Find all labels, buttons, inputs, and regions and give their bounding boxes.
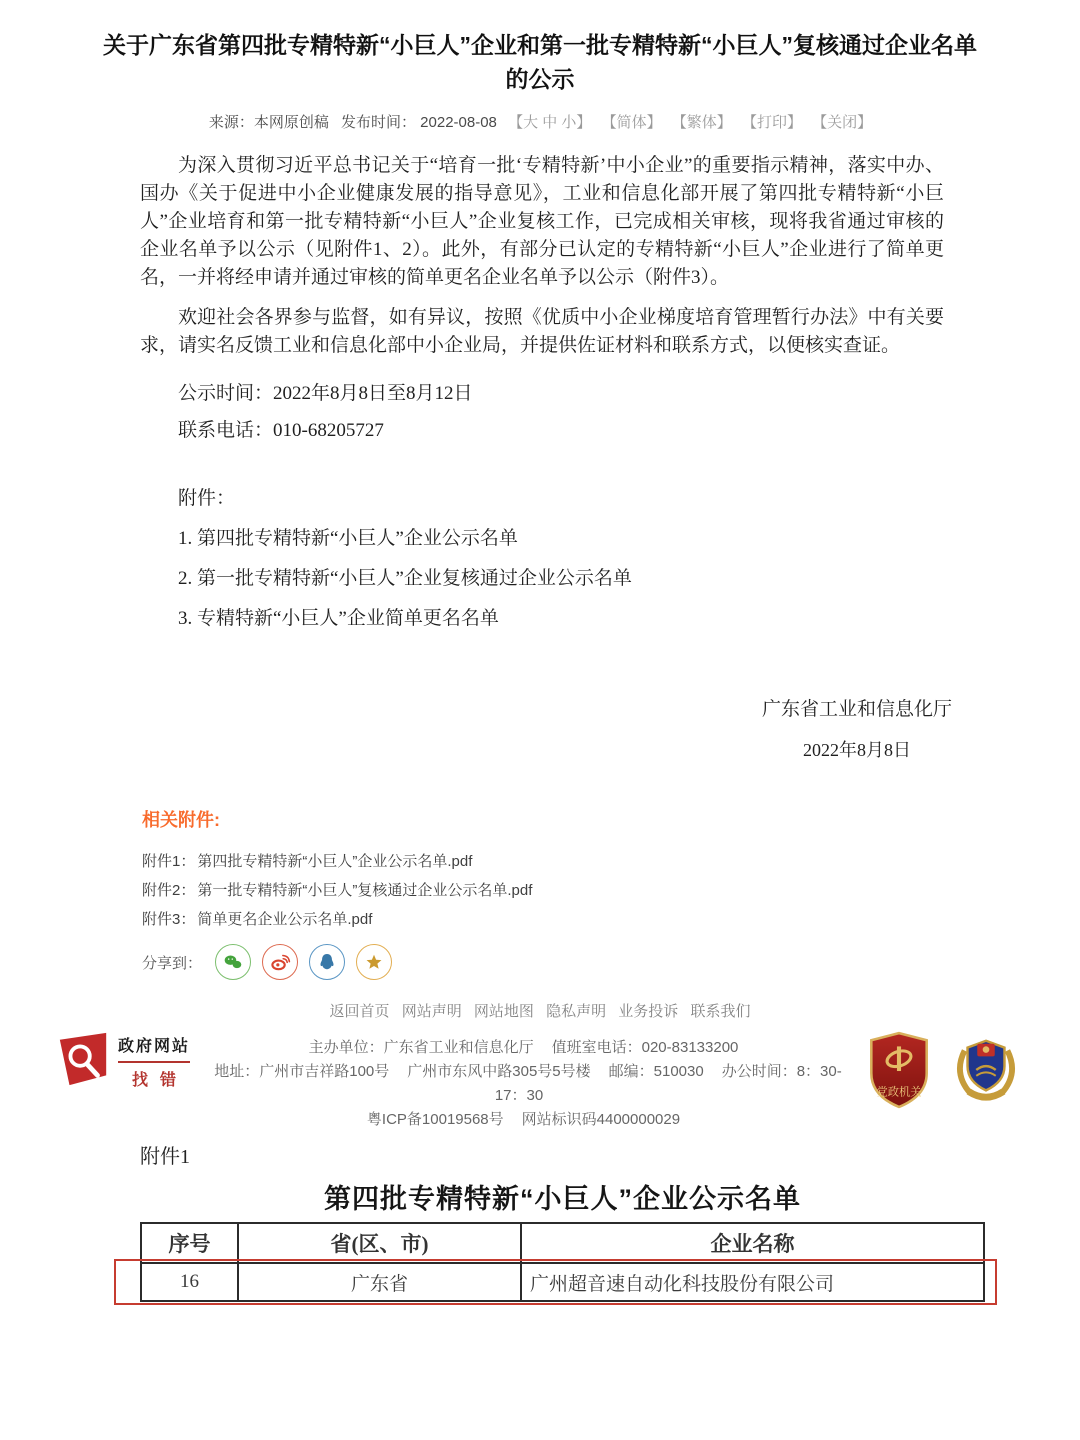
star-icon (361, 949, 387, 975)
page-title: 关于广东省第四批专精特新“小巨人”企业和第一批专精特新“小巨人”复核通过企业名单的公示 (103, 32, 977, 92)
address: 地址：广州市吉祥路100号 (214, 1063, 390, 1080)
error-logo-line1: 政府网站 (118, 1033, 190, 1063)
contact-phone: 联系电话：010-68205727 (178, 420, 384, 441)
host-unit: 主办单位：广东省工业和信息化厅 (308, 1039, 534, 1056)
col-header-company: 企业名称 (521, 1223, 984, 1263)
related-attachments (142, 806, 532, 980)
weibo-share-icon[interactable] (262, 944, 298, 980)
wechat-icon (220, 949, 246, 975)
icp-number: 粤ICP备10019568号 (366, 1111, 504, 1128)
police-badge (950, 1030, 1022, 1115)
signer-name: 广东省工业和信息化厅 (761, 699, 952, 720)
sign-date: 2022年8月8日 (802, 740, 911, 760)
meta-bar (0, 111, 1080, 132)
attachment-item-1: 1. 第四批专精特新“小巨人”企业公示名单 (178, 528, 518, 549)
postcode: 邮编：510030 (608, 1063, 704, 1080)
nav-home[interactable]: 返回首页 (329, 1003, 390, 1020)
wechat-share-icon[interactable] (215, 944, 251, 980)
police-badge-icon (950, 1030, 1022, 1108)
annex-label: 附件1 (140, 1146, 190, 1168)
traditional-button[interactable]: 【繁体】 (671, 114, 732, 131)
nav-privacy[interactable]: 隐私声明 (546, 1003, 607, 1020)
col-header-province: 省(区、市) (238, 1223, 521, 1263)
related-file-2[interactable] (142, 876, 532, 905)
notice-time: 公示时间：2022年8月8日至8月12日 (178, 383, 473, 404)
cell-company: 广州超音速自动化科技股份有限公司 (521, 1263, 984, 1301)
share-label: 分享到： (142, 954, 203, 972)
address2: 广州市东风中路305号5号楼 (407, 1063, 591, 1080)
nav-complaint[interactable]: 业务投诉 (618, 1003, 679, 1020)
source-label: 来源：本网原创稿 (208, 114, 329, 131)
footer-info (205, 1028, 842, 1132)
company-table (140, 1222, 985, 1302)
file-link[interactable]: 第四批专精特新“小巨人”企业公示名单.pdf (197, 853, 473, 870)
col-header-no: 序号 (141, 1223, 238, 1263)
nav-sitemap[interactable]: 网站地图 (473, 1003, 534, 1020)
footer-badges (842, 1028, 1022, 1115)
publish-date: 发布时间： 2022-08-08 (341, 114, 497, 131)
error-logo-text (118, 1029, 190, 1090)
table-row (141, 1263, 984, 1301)
file-label: 附件2： (142, 882, 196, 899)
footer-nav (0, 1000, 1080, 1021)
weibo-icon (267, 949, 293, 975)
magnifier-icon (55, 1028, 111, 1090)
cell-province: 广东省 (238, 1263, 521, 1301)
office-hours: 办公时间：8：30-17：30 (494, 1063, 842, 1104)
attachment-item-3: 3. 专精特新“小巨人”企业简单更名名单 (178, 608, 499, 629)
article-header (0, 28, 1080, 132)
attachment-item-2: 2. 第一批专精特新“小巨人”企业复核通过企业公示名单 (178, 568, 632, 589)
simplified-button[interactable]: 【简体】 (601, 114, 662, 131)
site-id-code: 网站标识码4400000029 (521, 1111, 681, 1128)
share-bar (142, 944, 532, 980)
paragraph-1: 为深入贯彻习近平总书记关于“培育一批‘专精特新’中小企业”的重要指示精神，落实中办、国办《关于促进中小企业健康发展的指导意见》，工业和信息化部开展了第四批专精特新“小巨人”企业培育和第一批专精特新“小巨人”企业复核工作，已完成相关审核，现将我省通过审核的企业名单予以公示（见附件1、2）。此外，有部分已认定的专精特新“小巨人”企业进行了简单更名，一并将经申请并通过审核的简单更名企业名单予以公示（附件3）。 (140, 155, 944, 288)
party-gov-shield-icon (866, 1030, 932, 1110)
footer-info-line1 (205, 1036, 842, 1060)
cell-no: 16 (141, 1263, 238, 1301)
signature-block (762, 694, 952, 762)
site-footer (55, 1028, 1022, 1132)
article-body (140, 152, 944, 633)
file-label: 附件1： (142, 853, 196, 870)
table-header-row (141, 1223, 984, 1263)
duty-phone: 值班室电话：020-83133200 (551, 1039, 739, 1056)
print-button[interactable]: 【打印】 (741, 114, 802, 131)
related-file-1[interactable] (142, 847, 532, 876)
font-size-control[interactable]: 【大 中 小】 (508, 114, 592, 131)
site-error-report-logo[interactable] (55, 1028, 205, 1090)
file-label: 附件3： (142, 911, 196, 928)
close-button[interactable]: 【关闭】 (812, 114, 873, 131)
annex-section (140, 1140, 985, 1302)
qq-share-icon[interactable] (309, 944, 345, 980)
error-logo-line2: 找错 (132, 1071, 189, 1089)
nav-site-statement[interactable]: 网站声明 (401, 1003, 462, 1020)
annex-table-wrap (140, 1222, 985, 1302)
footer-info-line2 (205, 1060, 842, 1108)
related-file-3[interactable] (142, 905, 532, 934)
footer-info-line3 (205, 1108, 842, 1132)
related-heading: 相关附件: (142, 810, 220, 830)
annex-table-title: 第四批专精特新“小巨人”企业公示名单 (324, 1184, 801, 1214)
svg-text:党政机关: 党政机关 (876, 1086, 922, 1099)
file-link[interactable]: 简单更名企业公示名单.pdf (197, 911, 373, 928)
file-link[interactable]: 第一批专精特新“小巨人”复核通过企业公示名单.pdf (197, 882, 533, 899)
paragraph-2: 欢迎社会各界参与监督，如有异议，按照《优质中小企业梯度培育管理暂行办法》中有关要求，请实名反馈工业和信息化部中小企业局，并提供佐证材料和联系方式，以便核实查证。 (140, 307, 944, 356)
attachments-label: 附件： (178, 488, 236, 509)
related-file-list (142, 847, 532, 934)
favorite-share-icon[interactable] (356, 944, 392, 980)
nav-contact[interactable]: 联系我们 (690, 1003, 751, 1020)
qq-icon (314, 949, 340, 975)
party-gov-badge (866, 1030, 932, 1115)
